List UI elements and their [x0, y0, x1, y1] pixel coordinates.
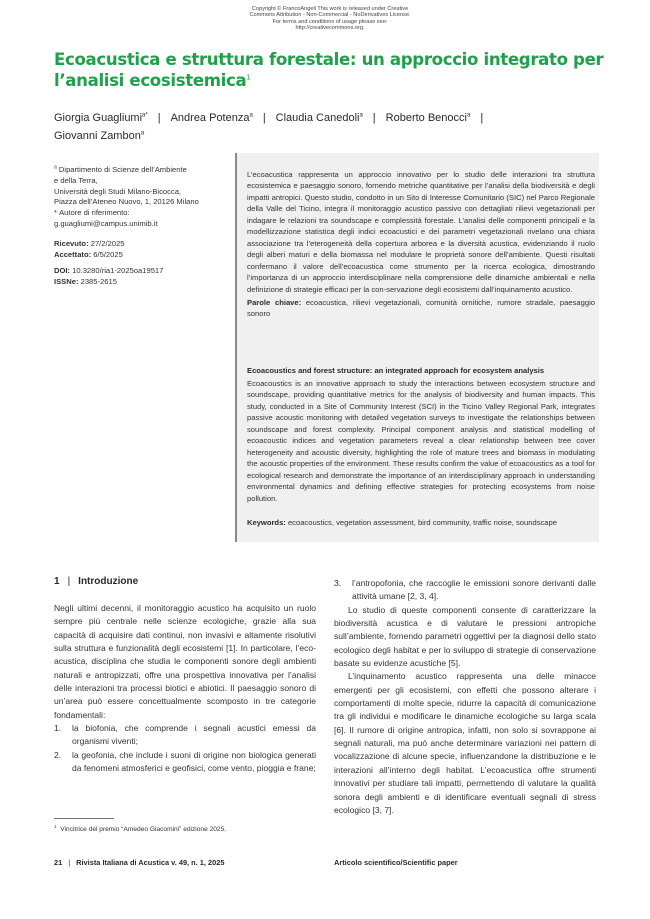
- body-left-column: [54, 602, 316, 775]
- copyright-line: http://creativecommons.org.: [295, 24, 365, 31]
- abstract-english-title: Ecoacoustics and forest structure: an integrated approach for ecosystem analysis: [247, 366, 545, 375]
- author-affiliation-ref: a: [249, 112, 253, 119]
- author-affiliation-ref: a: [466, 112, 471, 119]
- abstract-english: Ecoacoustics is an innovative approach to study the interactions between ecosystem structure and soundscape, providing quantitative metrics for the analysis of biodiversity and human impacts. This study, conducted in a Site of Community Interest (SCI) in the Ticino Valley Regional Park, integrates passive acoustic monitoring with detailed vegetation surveys to investigate the relationships between soundscape and forest complexity. Principal component analysis and statistical modelling of ecoacoustic indices and vegetation parameters reveal a clear relationship between tree cover heterogeneity and acoustic diversity, highlighting the role of mature trees and biomass in modulating the acoustic properties of the environment. These results confirm the value of ecoacoustics as a tool for ecological research and demonstrate the importance of an interdisciplinary approach in understanding environmental dynamics and defining effective strategies for protecting ecosystems from noise pollution.: [247, 379, 595, 503]
- journal-name: Rivista Italiana di Acustica v. 49, n. 1, 2025: [76, 858, 225, 867]
- author-name: Giovanni Zambon: [54, 130, 141, 142]
- accepted-date: Accettato: 6/5/2025: [54, 249, 123, 259]
- copyright-line: For terms and conditions of usage please see:: [272, 18, 388, 25]
- keywords-italian: Parole chiave: ecoacustica, rilievi vegetazionali, comunità ornitiche, rumore stradale, paesaggio sonoro: [247, 298, 595, 319]
- affiliation-block: [54, 165, 239, 288]
- paper-title-text: Ecoacustica e struttura forestale: un approccio integrato per l’analisi ecosistemica: [54, 50, 604, 90]
- copyright-line: Commons Attribution - Non-Commercial - NoDerivatives License.: [249, 12, 411, 19]
- body-paragraph: Negli ultimi decenni, il monitoraggio acustico ha acquisito un ruolo sempre più centrale nelle scienze ecologiche, grazie alla sua capacità di acquisire dati continui, non invasivi e altamente risolutivi sulla struttura e funzionalità degli ecosistemi [1]. In particolare, l’eco-acustica, disciplina che studia le componenti sonore degli ambienti naturali e antropizzati, offre una prospettiva innovativa per l’analisi delle interazioni tra processi biotici e abiotici. Il paesaggio sonoro di un’area può essere concettualmente scomposto in tre categorie fondamentali:: [54, 603, 316, 720]
- author: [386, 112, 471, 124]
- abstract-box: [235, 153, 599, 542]
- footnote: $^1$ Vincitrice del premio “Amedeo Giacomini” edizione 2025.: [54, 823, 227, 833]
- abstract-italian: L’ecoacustica rappresenta un approccio innovativo per lo studio delle interazioni tra struttura ecosistemica e paesaggio sonoro, fornendo metriche quantitative per l’analisi della biodiversità e degli impatti antropici. Questo studio, condotto in un Sito di Interesse Comunitario (SIC) nel Parco Regionale della Valle del Ticino, integra il monitoraggio acustico passivo con dettagliati rilievi vegetazionali per indagare le relazioni tra soundscape e complessità forestale. L’analisi delle componenti principali e la modellizzazione statistica degli indici ecoacustici e dei parametri vegetazionali rivelano una chiara associazione tra l’eterogeneità della copertura arborea e la diversità acustica, evidenziando il ruolo degli alberi maturi e della biomassa nel modulare le proprietà sonore dell’ambiente. Questi risultati confermano il valore dell’ecoacustica come strumento per la ricerca ecologica, dimostrando l’importanza di un approccio interdisciplinare nella comprensione delle dinamiche ambientali e nella definizione di strategie efficaci per la con-servazione degli ecosistemi dall’inquinamento acustico.: [247, 170, 595, 294]
- author-name: Andrea Potenza: [170, 112, 250, 124]
- body-right-column: [334, 577, 596, 817]
- author: [276, 112, 363, 124]
- author-name: Claudia Canedoli: [275, 112, 360, 124]
- author: [171, 112, 253, 124]
- author-separator: |: [480, 112, 484, 124]
- copyright-line: Copyright © FrancoAngeli This work is released under Creative: [251, 6, 409, 12]
- section-heading: 1 | Introduzione: [54, 576, 139, 587]
- author-separator: |: [157, 112, 161, 124]
- corresponding-author: * Autore di riferimento: g.guagliumi@campus.unimib.it: [54, 208, 158, 228]
- page-number: 21: [54, 858, 63, 867]
- list-item: 1. la biofonia, che comprende i segnali acustici emessi da organismi viventi;: [54, 723, 316, 747]
- title-footnote-ref[interactable]: 1: [246, 73, 251, 82]
- soundscape-category-list: [54, 722, 316, 775]
- author-separator: |: [372, 112, 376, 124]
- doi-link[interactable]: 10.3280/ria1-2025oa19517: [72, 266, 164, 276]
- paper-title: [54, 49, 614, 91]
- author-affiliation-ref: a: [140, 130, 145, 137]
- email-link[interactable]: g.guagliumi@campus.unimib.it: [54, 218, 158, 228]
- author-list: [54, 109, 594, 145]
- article-type: Articolo scientifico/Scientific paper: [334, 858, 458, 867]
- author-name: Giorgia Guagliumi: [54, 112, 143, 124]
- author-name: Roberto Benocci: [385, 112, 467, 124]
- list-item: 3. l’antropofonia, che raccoglie le emissioni sonore derivanti dalle attività umane [2, 3, 4].: [334, 578, 596, 602]
- keywords-english: Keywords: ecoacoustics, vegetation assessment, bird community, traffic noise, soundscape: [247, 518, 557, 527]
- body-paragraph: Lo studio di queste componenti consente di caratterizzare la biodiversità acustica e di valutare le pressioni antropiche sull’ambiente, fornendo parametri oggettivi per la diagnosi dello stato ecologico degli habitat e per lo sviluppo di strategie di conservazione basate su evidenze acustiche [5].: [334, 604, 596, 669]
- soundscape-category-list-continued: [334, 577, 596, 604]
- issn: ISSNe: 2385-2615: [54, 277, 117, 287]
- author: [54, 130, 144, 142]
- copyright-notice: [230, 6, 430, 31]
- author: [54, 112, 148, 124]
- body-paragraph: L’inquinamento acustico rappresenta una delle minacce emergenti per gli ecosistemi, con effetti che possono alterare i comportamenti di molte specie, ridurre la capacità di comunicazione tra gli individui e modificare le dinamiche ecologiche su larga scala [6]. Il rumore di origine antropica, infatti, non solo si sovrappone ai segnali naturali, ma può anche determinare variazioni nei pattern di vocalizzazione di alcune specie, influenzandone la distribuzione e le interazioni all’interno degli habitat. L’ecoacustica offre strumenti innovativi per studiare tali impatti, permettendo di valutare la qualità sonora degli ambienti e di identificare eventuali segnali di stress ecologico [3, 7].: [334, 671, 596, 815]
- doi: DOI: 10.3280/ria1-2025oa19517: [54, 266, 164, 276]
- author-separator: |: [262, 112, 266, 124]
- footnote-divider: [54, 818, 114, 819]
- received-date: Ricevuto: 27/2/2025: [54, 238, 125, 248]
- page-footer-left: 21 | Rivista Italiana di Acustica v. 49, n. 1, 2025: [54, 858, 225, 867]
- author-affiliation-ref: a: [359, 112, 363, 119]
- list-item: 2. la geofonia, che include i suoni di origine non biologica generati da fenomeni atmosferici e geofisici, come vento, pioggia e frane;: [54, 749, 316, 774]
- affiliation: $^a$ Dipartimento di Scienze dell’Ambiente e della Terra, Università degli Studi Milano-Bicocca, Piazza dell’Ateneo Nuovo, 1, 20126 Milano: [54, 164, 199, 207]
- author-affiliation-ref: a*: [142, 112, 148, 119]
